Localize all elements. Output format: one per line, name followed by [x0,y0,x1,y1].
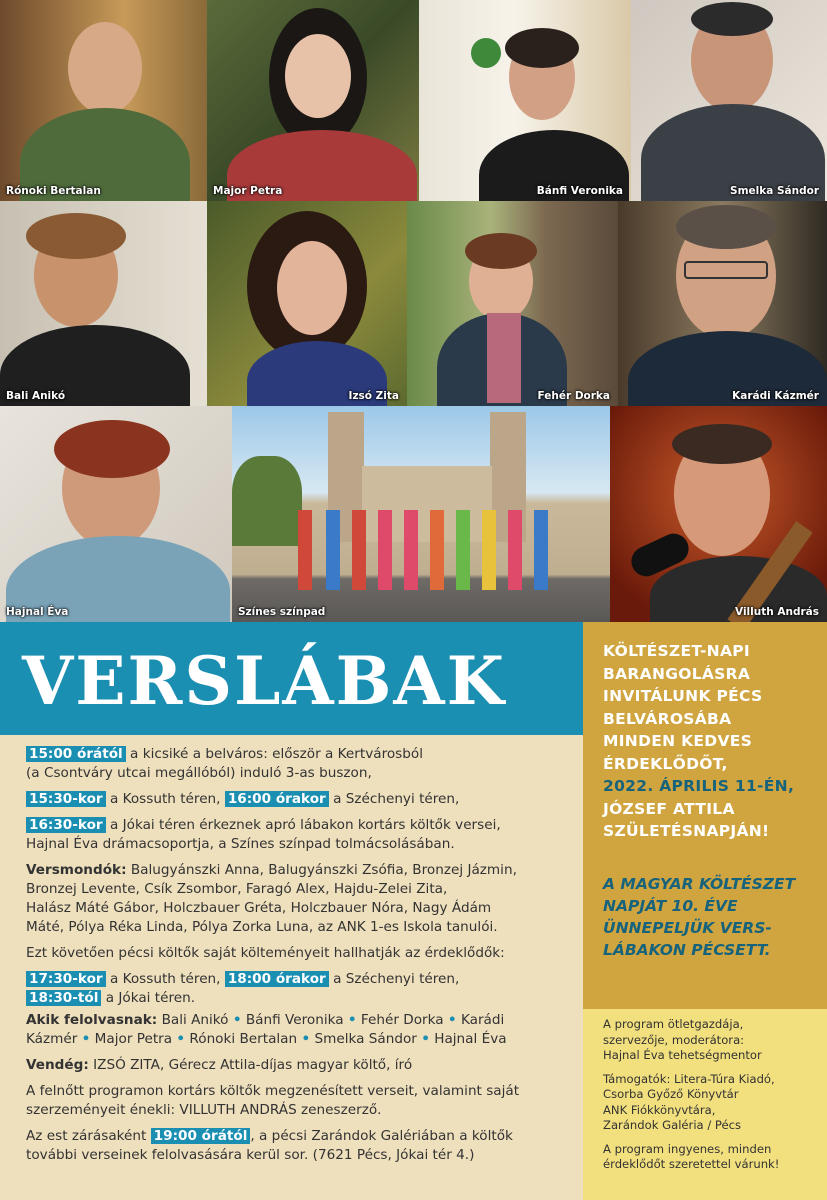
title-band [0,622,583,735]
supporters-credit [603,1072,817,1134]
photo-szines-szinpad [232,406,610,622]
photo-caption: Smelka Sándor [730,185,819,197]
credit-line: Zarándok Galéria / Pécs [603,1118,742,1132]
reader-name: Karádi [456,1012,505,1028]
invitation-line: BARANGOLÁSRA [603,664,751,683]
bullet-separator: • [176,1031,186,1047]
bullet-separator: • [447,1012,457,1028]
photo-caption: Bali Anikó [6,390,66,402]
invitation-line: ÉRDEKLŐDŐT, [603,754,728,773]
anniversary-line: LÁBAKON PÉCSETT. [603,940,771,959]
photo-villuth-andras [610,406,827,622]
schedule-block-kids [26,745,567,783]
photo-izso-zita [207,201,407,406]
schedule-text: a Jókai téren érkeznek apró lábakon kortárs költők versei, [105,817,501,833]
reciters-text: Balugyánszki Anna, Balugyánszki Zsófia, Bronzej Jázmin, [126,862,517,878]
credit-line: Csorba Győző Könyvtár [603,1087,739,1101]
bullet-separator: • [301,1031,311,1047]
anniversary-line: ÜNNEPELJÜK VERS- [603,918,772,937]
photo-caption: Bánfi Veronika [536,185,623,197]
schedule-block-evening [26,970,567,1008]
reader-name: Smelka Sándor [310,1031,422,1047]
time-badge: 19:00 órától [151,1128,251,1144]
closing-program [26,1127,567,1165]
credit-line: érdeklődőt szeretettel várunk! [603,1157,780,1171]
time-badge: 15:30-kor [26,791,106,807]
credit-line: A program ötletgazdája, [603,1017,744,1031]
schedule-block-squares [26,790,567,809]
photo-bali-aniko [0,201,207,406]
readers-label: Akik felolvasnak: [26,1012,158,1028]
credit-line: szervezője, moderátora: [603,1032,745,1047]
photo-caption: Hajnal Éva [6,606,69,618]
event-title: VERSLÁBAK [22,642,506,720]
schedule-text: a Kossuth téren, [105,791,225,807]
schedule-text: a Jókai téren. [101,990,196,1006]
guest-label: Vendég: [26,1057,89,1073]
schedule-text: a Kossuth téren, [105,971,225,987]
bullet-separator: • [81,1031,91,1047]
time-badge: 18:30-tól [26,990,101,1006]
closing-text: további verseinek felolvasására kerül sor. (7621 Pécs, Jókai tér 4.) [26,1147,475,1163]
photo-caption: Karádi Kázmér [732,390,819,402]
credit-line: Támogatók: Litera-Túra Kiadó, [603,1071,775,1086]
closing-text: , a pécsi Zarándok Galériában a költők [250,1128,513,1144]
schedule-text: (a Csontváry utcai megállóból) induló 3-as buszon, [26,765,372,781]
time-badge: 15:00 órától [26,746,126,762]
anniversary-line: A MAGYAR KÖLTÉSZET [603,874,796,893]
schedule-block-jokai [26,816,567,854]
photo-major-petra [207,0,419,201]
reader-name: Kázmér [26,1031,82,1047]
time-badge: 18:00 órakor [225,971,329,987]
photo-caption: Major Petra [213,185,283,197]
photo-smelka-sandor [631,0,827,201]
invitation-panel [583,622,827,1009]
schedule-text: Hajnal Éva drámacsoportja, a Színes színpad tolmácsolásában. [26,836,455,852]
program-schedule [0,735,583,1200]
schedule-text: a Széchenyi téren, [328,971,460,987]
bullet-separator: • [232,1012,242,1028]
credit-line: ANK Fiókkönyvtára, [603,1102,716,1117]
reader-name: Fehér Dorka [356,1012,448,1028]
reader-name: Hajnal Éva [429,1031,507,1047]
photo-caption: Fehér Dorka [537,390,610,402]
guest-text: IZSÓ ZITA, Gérecz Attila-díjas magyar költő, író [88,1057,413,1073]
reader-name: Major Petra [90,1031,177,1047]
invitation-line: MINDEN KEDVES [603,732,753,750]
reader-name: Rónoki Bertalan [185,1031,302,1047]
photo-karadi-kazmer [618,201,827,406]
adult-program [26,1082,567,1120]
event-date: 2022. ÁPRILIS 11-ÉN, [603,777,795,795]
reciters-label: Versmondók: [26,862,127,878]
adult-text: A felnőtt programon kortárs költők megzenésített verseit, valamint saját [26,1083,520,1099]
invitation-line: SZÜLETÉSNAPJÁN! [603,822,770,840]
invitation-line: INVITÁLUNK PÉCS [603,687,763,705]
photo-hajnal-eva [0,406,232,622]
schedule-text: a kicsiké a belváros: először a Kertvárosból [125,746,423,762]
invitation-line: JÓZSEF ATTILA [603,799,735,818]
anniversary-text [603,873,817,961]
photo-banfi-veronika [419,0,631,201]
credit-line: A program ingyenes, minden [603,1141,772,1156]
photo-feher-dorka [407,201,618,406]
time-badge: 16:00 órakor [225,791,329,807]
invitation-line: KÖLTÉSZET-NAPI [603,642,750,660]
invitation-line: BELVÁROSÁBA [603,709,732,728]
adult-text: szerzeményeit énekli: VILLUTH ANDRÁS zeneszerző. [26,1102,382,1118]
photo-caption: Színes színpad [238,606,326,618]
reciters-text: Halász Máté Gábor, Holczbauer Gréta, Holczbauer Nóra, Nagy Ádám [26,900,492,916]
free-admission-note [603,1142,817,1173]
photo-caption: Rónoki Bertalan [6,185,101,197]
bullet-separator: • [347,1012,357,1028]
credit-line: Hajnal Éva tehetségmentor [603,1048,762,1062]
reciters-list [26,861,567,937]
readers-list [26,1011,567,1049]
reciters-text: Bronzej Levente, Csík Zsombor, Faragó Alex, Hajdu-Zelei Zita, [26,881,448,897]
reader-name: Bánfi Veronika [241,1012,348,1028]
time-badge: 16:30-kor [26,817,106,833]
bullet-separator: • [421,1031,430,1047]
reader-name: Bali Anikó [157,1012,233,1028]
schedule-text: a Széchenyi téren, [328,791,460,807]
anniversary-line: NAPJÁT 10. ÉVE [603,896,738,915]
photo-caption: Izsó Zita [348,390,399,402]
after-text: Ezt követően pécsi költők saját költeményeit hallhatják az érdeklődők: [26,945,505,961]
closing-text: Az est zárásaként [26,1128,151,1144]
credits-panel [583,1009,827,1200]
guest-line [26,1056,567,1075]
organizer-credit [603,1017,817,1064]
time-badge: 17:30-kor [26,971,106,987]
invitation-text [603,640,817,843]
reciters-text: Máté, Pólya Réka Linda, Pólya Zorka Luna, az ANK 1-es Iskola tanulói. [26,919,498,935]
photo-ronoki-bertalan [0,0,207,201]
photo-caption: Villuth András [735,606,819,618]
